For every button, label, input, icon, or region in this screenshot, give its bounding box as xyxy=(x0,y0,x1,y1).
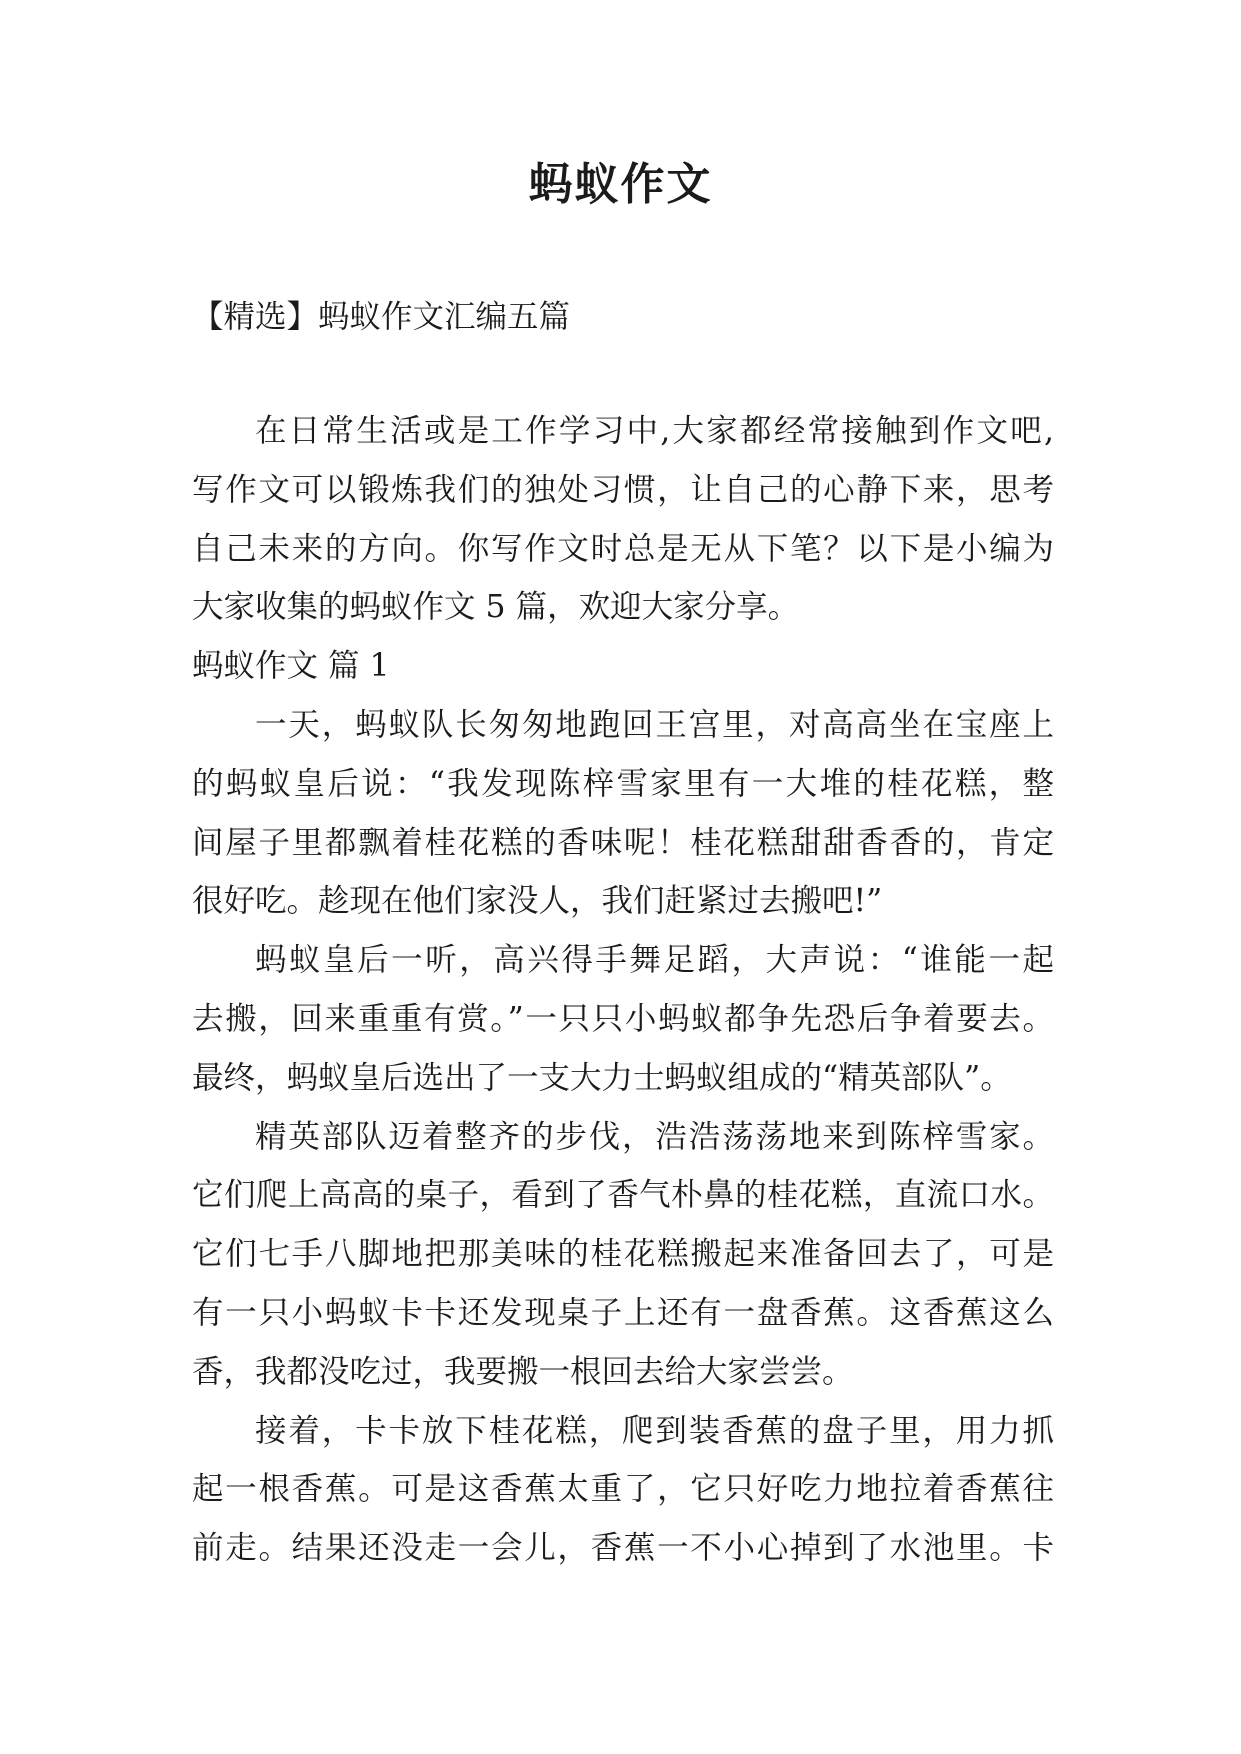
paragraph-1 xyxy=(192,696,1054,931)
paragraph-line: 大家收集的蚂蚁作文 5 篇，欢迎大家分享。 xyxy=(192,589,800,626)
paragraph-line: 去搬，回来重重有赏。”一只只小蚂蚁都争先恐后争着要去。 xyxy=(192,1000,1054,1037)
paragraph-line: 的蚂蚁皇后说：“我发现陈梓雪家里有一大堆的桂花糕，整 xyxy=(192,765,1054,802)
paragraph-4 xyxy=(192,1402,1054,1578)
page-title: 蚂蚁作文 xyxy=(528,159,713,210)
paragraph-line: 最终，蚂蚁皇后选出了一支大力士蚂蚁组成的“精英部队”。 xyxy=(192,1059,1012,1096)
paragraph-intro xyxy=(192,402,1054,637)
document-subtitle: 【精选】蚂蚁作文汇编五篇 xyxy=(192,299,571,335)
paragraph-line: 在日常生活或是工作学习中,大家都经常接触到作文吧, xyxy=(255,413,1054,449)
paragraph-line: 它们七手八脚地把那美味的桂花糕搬起来准备回去了，可是 xyxy=(192,1236,1054,1273)
document-body xyxy=(192,402,1054,1578)
paragraph-2 xyxy=(192,931,1054,1107)
paragraph-line: 有一只小蚂蚁卡卡还发现桌子上还有一盘香蕉。这香蕉这么 xyxy=(192,1294,1054,1331)
paragraph-line: 前走。结果还没走一会儿，香蕉一不小心掉到了水池里。卡 xyxy=(192,1530,1054,1567)
paragraph-line: 很好吃。趁现在他们家没人，我们赶紧过去搬吧!” xyxy=(192,883,883,920)
paragraph-line: 接着，卡卡放下桂花糕，爬到装香蕉的盘子里，用力抓 xyxy=(255,1412,1054,1449)
paragraph-line: 一天，蚂蚁队长匆匆地跑回王宫里，对高高坐在宝座上 xyxy=(255,706,1054,743)
paragraph-line: 它们爬上高高的桌子，看到了香气朴鼻的桂花糕，直流口水。 xyxy=(192,1177,1054,1214)
paragraph-line: 蚂蚁皇后一听，高兴得手舞足蹈，大声说：“谁能一起 xyxy=(255,942,1054,979)
paragraph-3 xyxy=(192,1108,1054,1402)
paragraph-line: 香，我都没吃过，我要搬一根回去给大家尝尝。 xyxy=(192,1353,854,1390)
section-heading: 蚂蚁作文 篇 1 xyxy=(192,648,390,685)
paragraph-line: 自己未来的方向。你写作文时总是无从下笔？以下是小编为 xyxy=(192,530,1054,567)
paragraph-line: 精英部队迈着整齐的步伐，浩浩荡荡地来到陈梓雪家。 xyxy=(255,1118,1054,1155)
paragraph-line: 间屋子里都飘着桂花糕的香味呢！桂花糕甜甜香香的，肯定 xyxy=(192,824,1054,861)
paragraph-line: 写作文可以锻炼我们的独处习惯，让自己的心静下来，思考 xyxy=(192,471,1054,508)
paragraph-line: 起一根香蕉。可是这香蕉太重了，它只好吃力地拉着香蕉往 xyxy=(192,1471,1054,1508)
